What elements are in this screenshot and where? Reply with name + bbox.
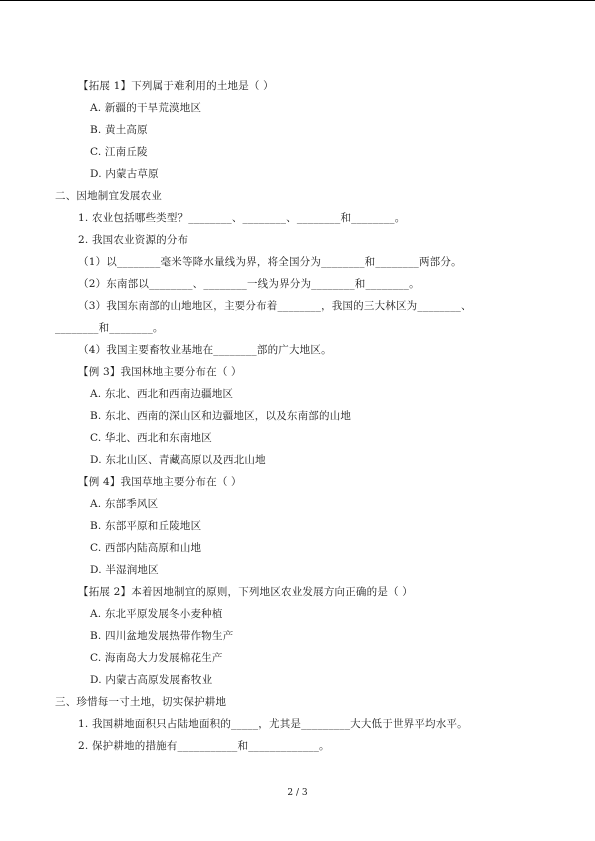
text-line: A. 东部季风区 [90, 498, 159, 510]
text-line: （4）我国主要畜牧业基地在________部的广大地区。 [78, 344, 332, 356]
text-line: B. 东部平原和丘陵地区 [90, 520, 202, 532]
text-line: A. 东北平原发展冬小麦种植 [90, 608, 223, 620]
text-line: 【拓展 1】下列属于难利用的土地是（ ） [78, 80, 274, 92]
page-number: 2 / 3 [287, 788, 308, 798]
text-line: D. 东北山区、青藏高原以及西北山地 [90, 454, 266, 466]
text-line: 2. 保护耕地的措施有___________和_____________。 [78, 740, 330, 752]
text-line: （2）东南部以________、________一线为界分为________和________。 [78, 278, 420, 290]
text-line: B. 黄土高原 [90, 124, 148, 136]
text-line: C. 西部内陆高原和山地 [90, 542, 202, 554]
text-line: D. 半湿润地区 [90, 564, 159, 576]
text-line: D. 内蒙古草原 [90, 168, 159, 180]
text-line: 【例 4】我国草地主要分布在（ ） [78, 476, 242, 488]
text-line: 1. 农业包括哪些类型？________、________、________和________。 [78, 212, 406, 224]
text-line: 【例 3】我国林地主要分布在（ ） [78, 366, 242, 378]
text-line: ________和________。 [55, 322, 164, 334]
page-top-border [0, 0, 595, 1]
text-line: C. 海南岛大力发展棉花生产 [90, 652, 223, 664]
text-line: C. 江南丘陵 [90, 146, 148, 158]
text-line: B. 四川盆地发展热带作物生产 [90, 630, 234, 642]
text-line: 【拓展 2】本着因地制宜的原则，下列地区农业发展方向正确的是（ ） [78, 586, 413, 598]
text-line: （1）以________毫米等降水量线为界，将全国分为________和________两部分。 [78, 256, 462, 268]
text-line: 1. 我国耕地面积只占陆地面积的_____，尤其是_________大大低于世界平均水平。 [78, 718, 468, 730]
text-line: 三、珍惜每一寸土地，切实保护耕地 [55, 696, 227, 708]
text-line: B. 东北、西南的深山区和边疆地区，以及东南部的山地 [90, 410, 352, 422]
text-line: C. 华北、西北和东南地区 [90, 432, 212, 444]
text-line: （3）我国东南部的山地地区，主要分布着________，我国的三大林区为________、 [78, 300, 472, 312]
text-line: D. 内蒙古高原发展畜牧业 [90, 674, 213, 686]
text-line: 2. 我国农业资源的分布 [78, 234, 189, 246]
text-line: 二、因地制宜发展农业 [55, 190, 162, 202]
text-line: A. 东北、西北和西南边疆地区 [90, 388, 234, 400]
text-line: A. 新疆的干旱荒漠地区 [90, 102, 202, 114]
